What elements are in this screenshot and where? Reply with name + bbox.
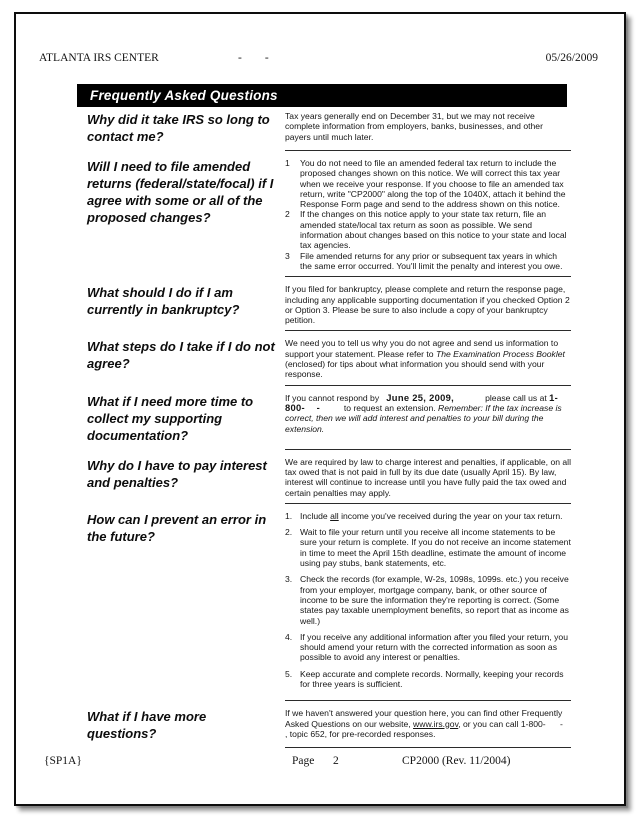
faq-answer — [285, 111, 571, 142]
answer-list-item — [285, 527, 571, 568]
answer-paragraph — [285, 338, 571, 379]
document-code: {SP1A} — [44, 755, 82, 767]
answer-text-segment: We need you to tell us why you do not agree and send us information to support your statement. Please refer to — [285, 338, 561, 359]
faq-answer — [285, 158, 571, 271]
answer-list-item — [285, 158, 571, 209]
section-divider — [285, 700, 571, 701]
faq-question: Why did it take IRS so long to contact me? — [87, 112, 270, 144]
answer-text-segment: If you filed for bankruptcy, please complete and return the response page, including any applicable supporting documentation if you checked Option 2 or Option 3. Please be sure to also include a copy of your bankruptcy petition. — [285, 284, 573, 326]
notice-date: 05/26/2009 — [545, 52, 598, 64]
faq-section — [16, 284, 624, 325]
faq-question: Why do I have to pay interest and penalties? — [87, 457, 267, 490]
answer-text-segment: If you receive any additional information after you filed your return, you should amend your return with the corrected information as soon as possible to avoid any interest or penalties. — [300, 631, 568, 663]
answer-text-segment: June 25, 2009, — [386, 391, 455, 403]
answer-text-segment: The Examination Process Booklet — [435, 348, 565, 359]
answer-text-segment: please call us at — [454, 392, 550, 403]
answer-text-segment: Keep accurate and complete records. Normally, keeping your records for three years is sufficient. — [300, 668, 564, 689]
section-divider — [285, 385, 571, 386]
faq-section — [16, 338, 624, 379]
answer-text-segment: (enclosed) for tips about what information you should send with your response. — [285, 348, 568, 380]
page-title: Frequently Asked Questions — [90, 88, 278, 103]
list-marker: 2. — [285, 527, 293, 538]
list-marker: 2 — [285, 209, 290, 220]
faq-section — [16, 158, 624, 271]
list-marker: 4. — [285, 631, 293, 642]
answer-text-segment: If you cannot respond by — [285, 392, 387, 403]
section-divider — [285, 276, 571, 277]
answer-text-segment: If we haven't answered your question here, you can find other Frequently Asked Questions on our website, — [285, 708, 565, 729]
section-divider — [285, 150, 571, 151]
document-footer — [16, 755, 624, 771]
section-divider — [285, 449, 571, 450]
list-marker: 1. — [285, 510, 293, 521]
faq-answer — [285, 456, 574, 498]
list-item-text — [300, 209, 571, 250]
faq-answer — [285, 393, 571, 434]
faq-section — [16, 457, 624, 498]
page-number: 2 — [333, 755, 339, 767]
answer-text-segment: Check the records (for example, W-2s, 1098s, 1099s. etc.) you receive from your employer, mortgage company, bank, or other source of income to be sure the information they're reporting is correct. (Some states pay taxable unemployment benefits, so report that as income as well.) — [300, 574, 569, 626]
list-item-text — [300, 527, 571, 568]
answer-text-segment: You do not need to file an amended federal tax return to include the proposed changes shown on this notice. We will correct this tax year when we receive your response. If you choose to file an amended tax return, write "CP2000" along the top of the 1040X, attach it behind the Response Form page and send to the address shown on this notice. — [300, 158, 566, 210]
answer-text-segment: Wait to file your return until you receive all income statements to be sure your return is complete. If you do not receive an income statement in time to meet the April 15th deadline, estimate the amount of income using pay stubs, bank statements, etc. — [300, 527, 571, 569]
page-label: Page — [292, 755, 315, 767]
list-marker: 1 — [285, 158, 290, 168]
answer-text-segment: We are required by law to charge interest and penalties, if applicable, on all tax owed that is not paid in full by its due date (usually April 15). By law, interest will continue to increase until you have fully paid the tax owed and certain penalties may apply. — [285, 456, 574, 498]
answer-text-segment: 1-800- - — [285, 391, 559, 413]
faq-section — [16, 511, 624, 695]
answer-paragraph — [285, 284, 571, 325]
scanned-document-page — [14, 12, 626, 806]
answer-text-segment: If the changes on this notice apply to your state tax return, file an amended state/local tax return as soon as possible. We send information about changes based on this notice to your state and local tax agencies. — [300, 209, 567, 251]
list-marker: 3. — [285, 574, 293, 585]
faq-question: What if I need more time to collect my supporting documentation? — [87, 393, 254, 443]
answer-text-segment: , or you can call 1-800- - , topic 652, for pre-recorded responses. — [285, 718, 578, 739]
answer-paragraph — [285, 456, 574, 498]
list-item-text — [300, 158, 571, 209]
answer-list-item — [285, 251, 571, 272]
list-marker: 5. — [285, 668, 293, 679]
faq-section — [16, 111, 624, 145]
form-revision: CP2000 (Rev. 11/2004) — [402, 755, 511, 767]
irs-center-name: ATLANTA IRS CENTER — [39, 52, 159, 64]
section-divider — [285, 747, 571, 748]
list-item-text — [300, 574, 571, 625]
answer-text-segment: Include — [300, 510, 331, 521]
document-header — [16, 52, 624, 68]
faq-question: How can I prevent an error in the future? — [87, 511, 267, 544]
header-redacted-dashes: - - — [238, 52, 269, 64]
list-item-text — [300, 511, 571, 521]
list-item-text — [300, 669, 571, 690]
faq-section — [16, 393, 624, 444]
answer-list-item — [285, 669, 571, 690]
faq-answer — [285, 284, 571, 325]
section-divider — [285, 330, 571, 331]
answer-text-segment: File amended returns for any prior or subsequent tax years in which the same error occurred. You'll limit the penalty and interest you owe. — [300, 250, 563, 271]
answer-text-segment: to request an extension. — [320, 402, 439, 413]
faq-question: What if I have more questions? — [87, 709, 207, 742]
list-item-text — [300, 251, 571, 272]
answer-text-segment: Remember: If the tax increase is correct, then we will add interest and penalties to your bill during the extension. — [285, 402, 565, 434]
answer-list-item — [285, 511, 571, 521]
faq-answer — [285, 511, 571, 695]
faq-answer — [285, 338, 571, 379]
faq-title-bar — [77, 84, 567, 107]
irs-website-url: www.irs.gov — [413, 718, 459, 729]
faq-section — [16, 708, 624, 742]
answer-list-item — [285, 632, 571, 663]
answer-text-segment: all — [330, 510, 339, 521]
faq-question: What steps do I take if I do not agree? — [87, 339, 275, 372]
faq-sections — [16, 111, 624, 755]
section-divider — [285, 503, 571, 504]
answer-text-segment: income you've received during the year on your tax return. — [338, 510, 563, 521]
answer-paragraph — [285, 708, 578, 739]
faq-answer — [285, 708, 578, 739]
list-marker: 3 — [285, 250, 290, 261]
answer-paragraph — [285, 111, 571, 142]
list-item-text — [300, 632, 571, 663]
answer-paragraph — [285, 393, 571, 434]
answer-text-segment: Tax years generally end on December 31, but we may not receive complete information from employers, banks, businesses, and other payers until much later. — [285, 111, 546, 142]
answer-list-item — [285, 209, 571, 250]
faq-question: Will I need to file amended returns (federal/state/focal) if I agree with some or all of the proposed changes? — [87, 159, 274, 225]
answer-list-item — [285, 574, 571, 625]
faq-question: What should I do if I am currently in bankruptcy? — [87, 285, 240, 318]
